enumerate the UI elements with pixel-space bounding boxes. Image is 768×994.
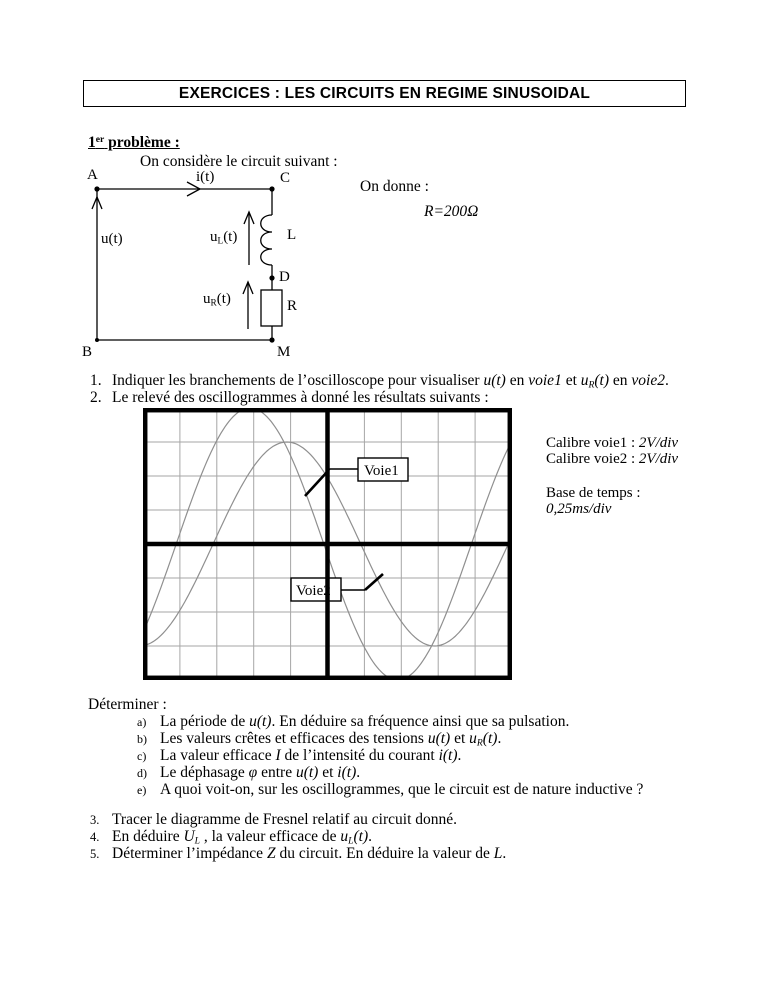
node-a-dot bbox=[94, 186, 99, 191]
resistor-label: R bbox=[287, 298, 298, 314]
node-label-d: D bbox=[279, 269, 290, 285]
question-1-text: Indiquer les branchements de l’oscilloscope pour visualiser u(t) en voie1 et uR(t) en voie2. bbox=[112, 372, 669, 391]
question-3 bbox=[90, 811, 457, 829]
node-label-c: C bbox=[280, 170, 291, 186]
determiner-item-e-text: A quoi voit-on, sur les oscillogrammes, que le circuit est de nature inductive ? bbox=[160, 781, 644, 798]
voie1-label: Voie1 bbox=[364, 463, 399, 479]
node-c-dot bbox=[269, 186, 274, 191]
determiner-item-a-marker: a) bbox=[137, 715, 147, 729]
question-2-text: Le relevé des oscillogrammes à donné les résultats suivants : bbox=[112, 389, 489, 406]
current-label: i(t) bbox=[196, 169, 215, 185]
node-b-dot bbox=[95, 338, 99, 342]
determiner-item-c-marker: c) bbox=[137, 749, 147, 763]
determiner-item-a bbox=[137, 713, 569, 731]
question-1 bbox=[90, 372, 669, 391]
determiner-item-b-marker: b) bbox=[137, 732, 147, 746]
voie2-label: Voie2 bbox=[296, 583, 331, 599]
determiner-item-e bbox=[137, 781, 643, 799]
question-3-text: Tracer le diagramme de Fresnel relatif au circuit donné. bbox=[112, 811, 458, 828]
determiner-item-d-text: Le déphasage φ entre u(t) et i(t). bbox=[160, 764, 361, 781]
node-d-dot bbox=[269, 275, 274, 280]
voie1-leader bbox=[327, 469, 358, 472]
determiner-item-b-text: Les valeurs crêtes et efficaces des tensions u(t) et uR(t). bbox=[160, 730, 502, 749]
node-label-a: A bbox=[87, 167, 98, 183]
question-1-marker: 1. bbox=[90, 372, 102, 389]
determiner-item-d bbox=[137, 764, 360, 782]
timebase-label: Base de temps : bbox=[546, 485, 641, 501]
question-2-marker: 2. bbox=[90, 389, 102, 406]
determiner-item-b bbox=[137, 730, 501, 749]
title-box bbox=[83, 80, 686, 107]
question-4-text: En déduire UL , la valeur efficace de uL(t). bbox=[112, 828, 373, 847]
given-heading: On donne : bbox=[360, 178, 429, 195]
question-5-text: Déterminer l’impédance Z du circuit. En déduire la valeur de L. bbox=[112, 845, 507, 862]
given-value: R=200Ω bbox=[424, 203, 479, 220]
question-4 bbox=[90, 828, 372, 847]
determiner-item-d-marker: d) bbox=[137, 766, 147, 780]
determiner-item-c bbox=[137, 747, 461, 765]
question-5-marker: 5. bbox=[90, 847, 100, 861]
calibre-voie1: Calibre voie1 : 2V/div bbox=[546, 435, 679, 451]
node-m-dot bbox=[269, 337, 274, 342]
oscilloscope bbox=[143, 408, 512, 680]
timebase-value: 0,25ms/div bbox=[546, 501, 612, 517]
circuit-svg bbox=[75, 168, 325, 368]
determiner-item-e-marker: e) bbox=[137, 783, 147, 797]
calibre-voie2: Calibre voie2 : 2V/div bbox=[546, 451, 679, 467]
question-2 bbox=[90, 389, 489, 407]
uR-label: uR(t) bbox=[203, 291, 231, 309]
uL-label: uL(t) bbox=[210, 229, 238, 247]
intro-text: On considère le circuit suivant : bbox=[140, 153, 338, 170]
problem-heading: 1er problème : bbox=[88, 134, 180, 151]
determiner-item-a-text: La période de u(t). En déduire sa fréquence ainsi que sa pulsation. bbox=[160, 713, 570, 730]
question-3-marker: 3. bbox=[90, 813, 100, 827]
voie2-pointer bbox=[365, 574, 383, 590]
node-label-b: B bbox=[82, 344, 93, 360]
circuit-diagram bbox=[75, 168, 325, 368]
question-5 bbox=[90, 845, 506, 863]
u-label: u(t) bbox=[101, 231, 123, 247]
resistor-icon bbox=[261, 290, 282, 326]
determiner-heading: Déterminer : bbox=[88, 696, 167, 713]
node-label-m: M bbox=[277, 344, 291, 360]
oscilloscope-svg bbox=[143, 408, 512, 680]
inductor-coil-icon bbox=[261, 215, 272, 265]
question-4-marker: 4. bbox=[90, 830, 100, 844]
determiner-item-c-text: La valeur efficace I de l’intensité du courant i(t). bbox=[160, 747, 462, 764]
inductor-label: L bbox=[287, 227, 297, 243]
document-title: EXERCICES : LES CIRCUITS EN REGIME SINUSOIDAL bbox=[178, 84, 591, 102]
